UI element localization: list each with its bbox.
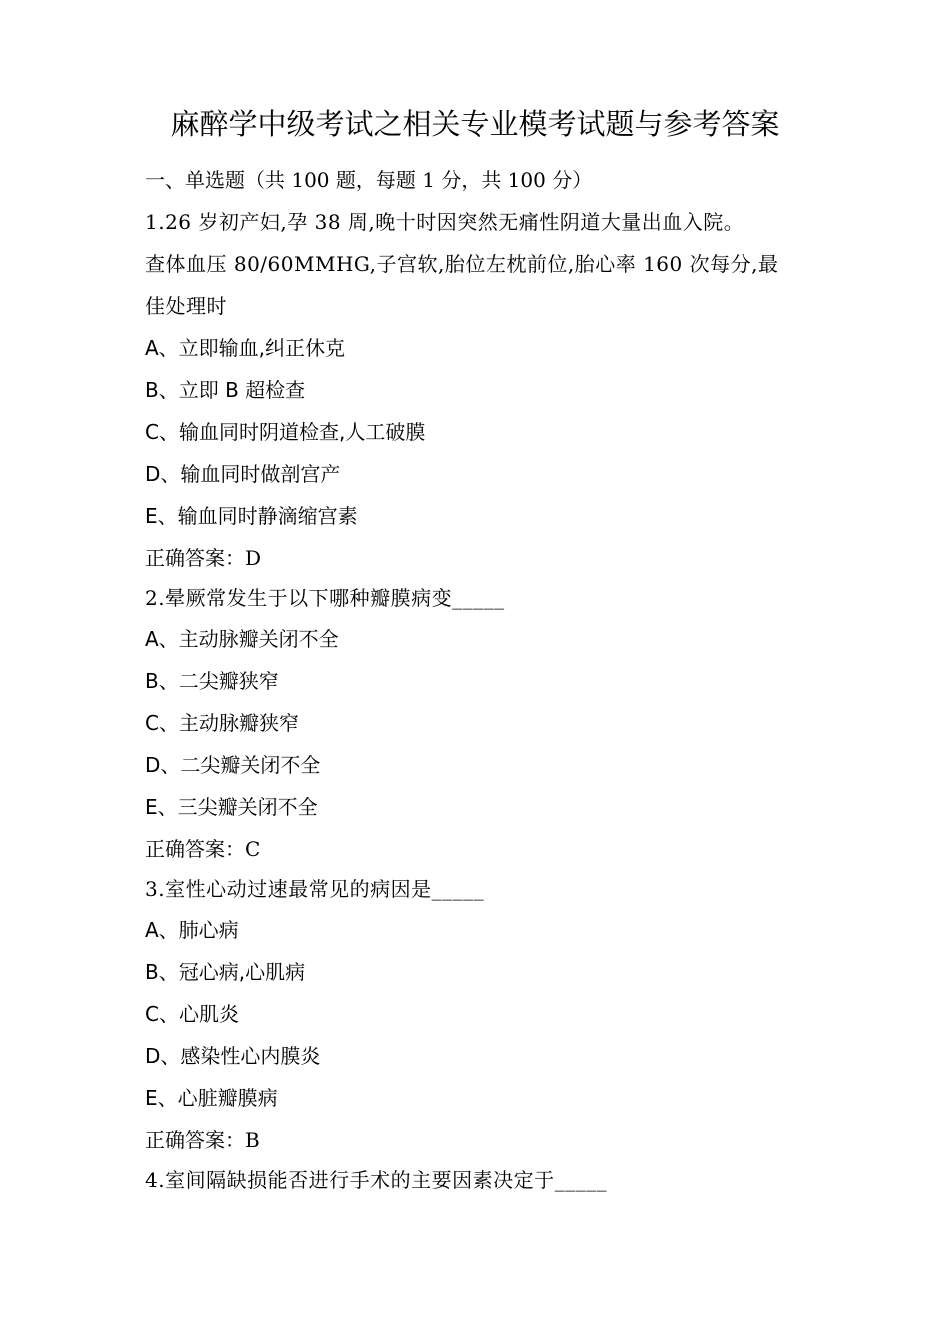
question-3-option-b: B、冠心病,心肌病	[145, 960, 306, 984]
question-1-option-c: C、输血同时阴道检查,人工破膜	[145, 420, 426, 444]
question-1-answer: 正确答案：D	[145, 546, 262, 570]
question-2-answer: 正确答案：C	[145, 837, 261, 861]
question-1-stem-line-1: 1.26 岁初产妇,孕 38 周,晚十时因突然无痛性阴道大量出血入院。	[145, 210, 745, 234]
question-1-option-b: B、立即 B 超检查	[145, 378, 306, 402]
question-3-option-a: A、肺心病	[145, 918, 239, 942]
question-1-option-e: E、输血同时静滴缩宫素	[145, 504, 358, 528]
question-3-stem: 3.室性心动过速最常见的病因是_____	[145, 877, 485, 901]
question-2-option-b: B、二尖瓣狭窄	[145, 669, 279, 693]
question-2-option-c: C、主动脉瓣狭窄	[145, 711, 299, 735]
question-2-option-d: D、二尖瓣关闭不全	[145, 753, 321, 777]
question-3-option-c: C、心肌炎	[145, 1002, 239, 1026]
question-2-option-a: A、主动脉瓣关闭不全	[145, 627, 339, 651]
question-3-option-e: E、心脏瓣膜病	[145, 1086, 278, 1110]
section-heading: 一、单选题（共 100 题，每题 1 分，共 100 分）	[145, 168, 593, 192]
question-3-answer: 正确答案：B	[145, 1128, 260, 1152]
question-1-option-a: A、立即输血,纠正休克	[145, 336, 346, 360]
question-2-option-e: E、三尖瓣关闭不全	[145, 795, 318, 819]
question-1-option-d: D、输血同时做剖宫产	[145, 462, 341, 486]
question-1-stem-line-2: 查体血压 80/60MMHG,子宫软,胎位左枕前位,胎心率 160 次每分,最	[145, 252, 779, 276]
question-1-stem-line-3: 佳处理时	[145, 294, 227, 318]
question-4-stem: 4.室间隔缺损能否进行手术的主要因素决定于_____	[145, 1168, 608, 1192]
question-3-option-d: D、感染性心内膜炎	[145, 1044, 321, 1068]
document-title: 麻醉学中级考试之相关专业模考试题与参考答案	[170, 107, 780, 141]
question-2-stem: 2.晕厥常发生于以下哪种瓣膜病变_____	[145, 586, 505, 610]
